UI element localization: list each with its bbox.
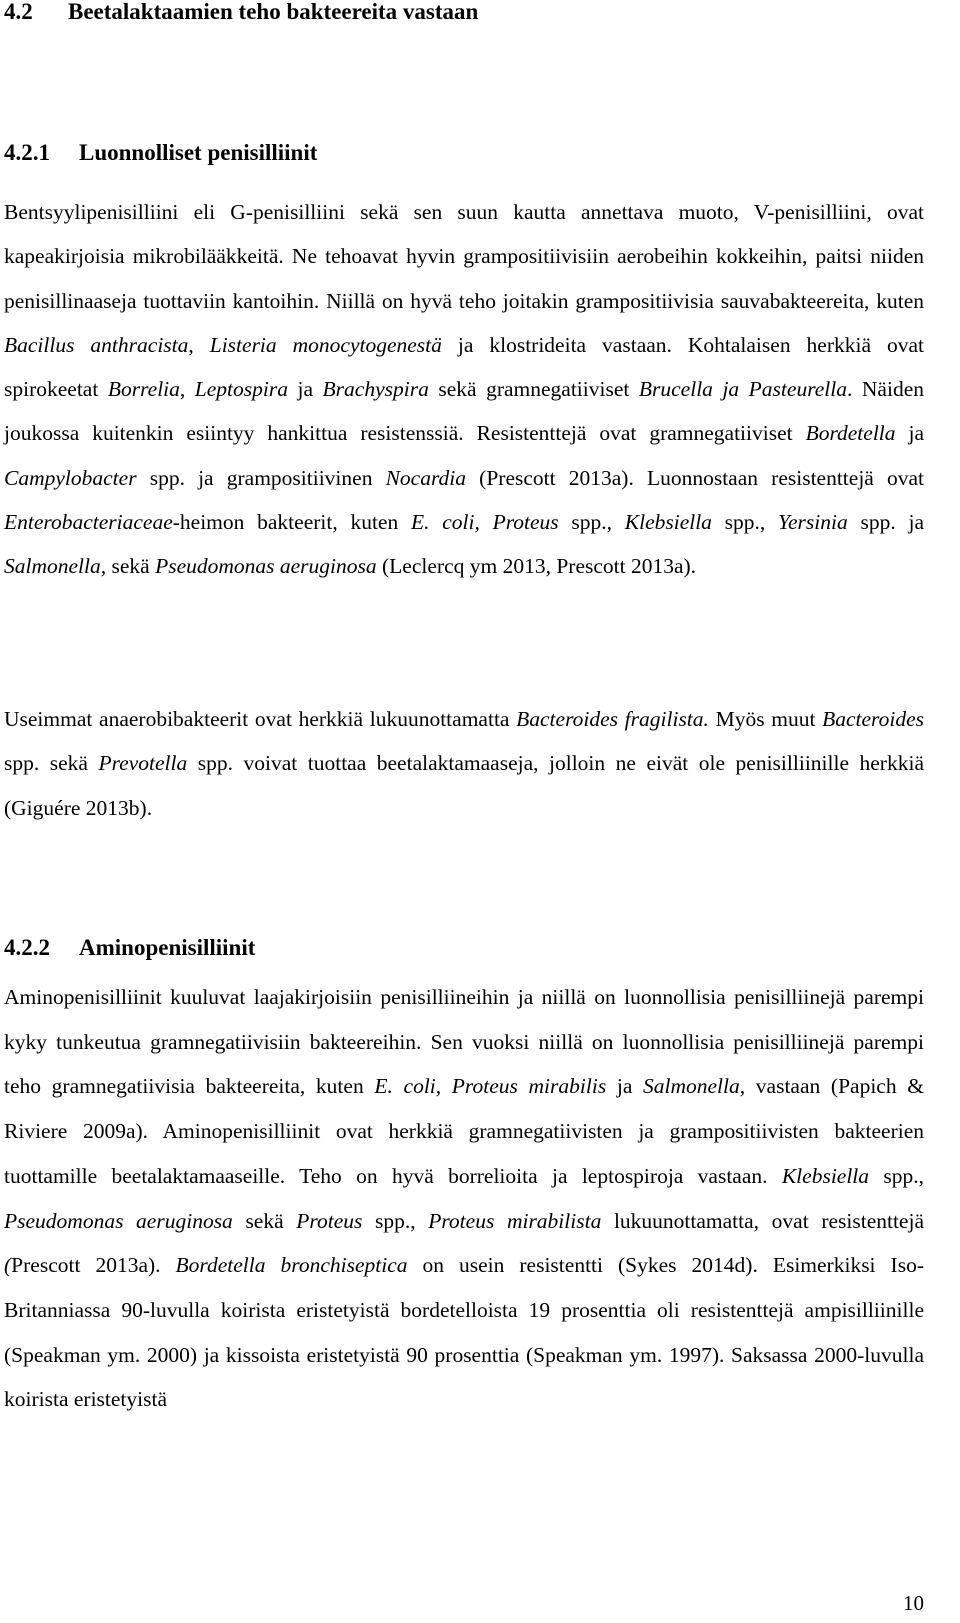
text-run: (Leclercq ym 2013, Prescott 2013a). [376,554,697,579]
text-run: Prescott 2013a). [11,1253,176,1278]
text-run: vastaan (Papich & Riviere 2009a). Aminopenisilliinit ovat herkkiä gramnegatiivisten ja grampositiivisten bakteerien tuottamille beetalaktamaaseille. Teho on hyvä borrelioita ja leptospiroja vastaan. [4,1074,924,1188]
text-run: spp. voivat tuottaa beetalaktamaaseja, jolloin ne eivät ole penisilliinille herkkiä (Giguére 2013b). [4,751,924,820]
subsection-heading-natural-penicillins [4,141,317,165]
subsection-title: Aminopenisilliinit [79,935,256,960]
species-name: Klebsiella [624,510,712,535]
text-run: sekä gramnegatiiviset [428,377,639,402]
paragraph-anaerobes [4,697,924,830]
text-run: (Prescott 2013a). Luonnostaan resistenttejä ovat [466,465,924,490]
section-number: 4.2 [4,0,33,24]
text-run: Aminopenisilliinit kuuluvat laajakirjoisiin penisilliineihin ja niillä on luonnollisia penisilliinejä parempi kyky tunkeutua gramnegatiivisiin bakteereihin. Sen vuoksi niillä on luonnollisia penisilliinejä parempi teho gramnegatiivisia bakteereita, kuten [4,985,924,1099]
text-run: , [188,332,210,357]
species-name: Borrelia [107,377,180,402]
species-name: Pseudomonas aeruginosa [4,1208,233,1233]
text-run: spp. sekä [4,751,99,776]
species-name: Proteus [296,1208,363,1233]
text-run: -heimon bakteerit, kuten [172,510,411,535]
species-name: Bordetella bronchiseptica [175,1253,408,1278]
species-name: Proteus mirabilista [428,1208,602,1233]
text-run: spp. ja [847,510,924,535]
text-run: sekä [232,1208,297,1233]
species-name: Listeria monocytogenestä [209,332,442,357]
species-name: Leptospira [194,377,288,402]
text-run: , [179,377,195,402]
species-name: Prevotella [98,751,188,776]
species-name: Brucella ja Pasteurella [638,377,848,402]
text-run: spp. ja grampositiivinen [136,465,386,490]
section-heading [4,0,478,24]
text-run: Myös muut [708,707,823,731]
text-run: Useimmat anaerobibakteerit ovat herkkiä lukuunottamatta [4,707,517,731]
species-name: Bordetella [805,421,896,446]
subsection-number: 4.2.2 [4,935,50,960]
subsection-number: 4.2.1 [4,140,50,165]
species-name: Bacillus anthracista [4,332,189,357]
page-number: 10 [903,1591,924,1615]
subsection-heading-aminopenicillins [4,936,255,960]
section-title: Beetalaktaamien teho bakteereita vastaan [68,0,479,24]
species-name: Nocardia [385,465,467,490]
species-name: Brachyspira [322,377,429,402]
text-run: Bentsyylipenisilliini eli G-penisilliini sekä sen suun kautta annettava muoto, V-penisilliini, ovat kapeakirjoisia mikrobilääkkeitä. Ne tehoavat hyvin grampositiivisiin aerobeihin kokkeihin, paitsi niiden penisillinaaseja tuottaviin kantoihin. Niillä on hyvä teho joitakin grampositiivisia sauvabakteereita, kuten [4,200,924,313]
species-name: E. coli, Proteus mirabilis [374,1074,607,1099]
species-name: Yersinia [778,510,848,535]
text-run: ja [606,1074,644,1099]
text-run: spp., [558,510,625,535]
text-run: lukuunottamatta, ovat resistenttejä [601,1208,924,1233]
text-run: spp., [711,510,779,535]
species-name: E. coli, Proteus [410,510,559,535]
text-run: . Näiden joukossa kuitenkin esiintyy hankittua resistenssiä. Resistenttejä ovat gramnegatiiviset [4,377,924,446]
species-name: Enterobacteriaceae [4,510,173,535]
paragraph-aminopenicillins-spectrum [4,975,924,1422]
species-name: Bacteroides fragilista. [516,707,709,731]
species-name: Salmonella, [643,1074,746,1099]
text-run: spp., [869,1163,924,1188]
species-name: Bacteroides [822,707,925,731]
species-name: Klebsiella [781,1163,870,1188]
species-name: Salmonella, [4,554,107,579]
text-run: ja [895,421,924,446]
text-run: spp., [362,1208,429,1233]
paragraph-natural-penicillins-spectrum [4,190,924,589]
subsection-title: Luonnolliset penisilliinit [79,140,318,165]
species-name: ( [4,1253,12,1278]
text-run: ja [287,377,323,402]
text-run: ja klostrideita vastaan. Kohtalaisen herkkiä ovat spirokeetat [4,332,924,402]
text-run: sekä [106,554,156,579]
species-name: Campylobacter [4,465,137,490]
text-run: on usein resistentti (Sykes 2014d). Esimerkiksi Iso-Britanniassa 90-luvulla koirista eristetyistä bordetelloista 19 prosenttia oli resistenttejä ampisilliinille (Speakman ym. 2000) ja kissoista eristetyistä 90 prosenttia (Speakman ym. 1997). Saksassa 2000-luvulla koirista eristetyistä [4,1253,924,1412]
species-name: Pseudomonas aeruginosa [155,554,377,579]
